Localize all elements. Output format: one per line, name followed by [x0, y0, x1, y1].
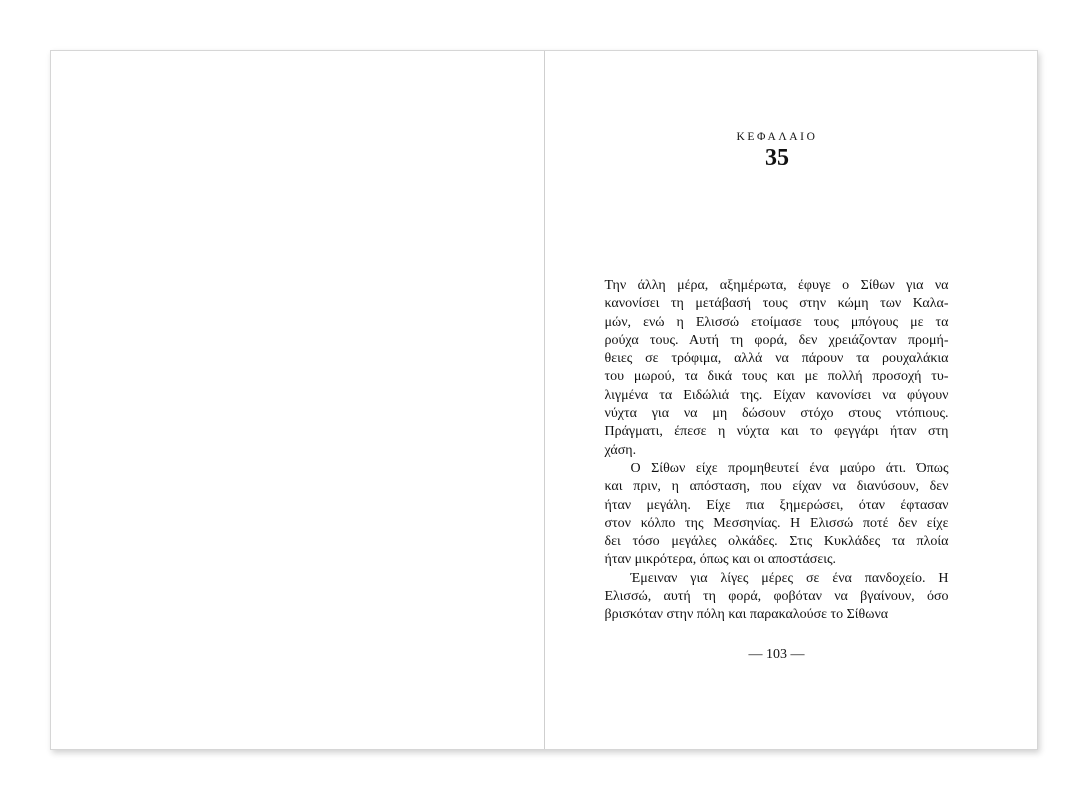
right-page [545, 51, 1038, 749]
text-line: και πριν, η απόσταση, που είχαν να διανύσουν, δεν [604, 479, 949, 495]
chapter-label: ΚΕΦΑΛΑΙΟ [736, 131, 818, 143]
text-line: κανονίσει τη μετάβασή τους στην κώμη των Καλα- [604, 296, 949, 312]
paragraph-3 [605, 570, 949, 625]
text-line: Έμειναν για λίγες μέρες σε ένα πανδοχείο. Η [630, 570, 949, 586]
text-line: του μωρού, τα δικά τους και με πολλή προσοχή τυ- [604, 369, 949, 385]
text-line: στον κόλπο της Μεσσηνίας. Η Ελισσώ ποτέ δεν είχε [604, 515, 949, 531]
text-line: Ο Σίθων είχε προμηθευτεί ένα μαύρο άτι. Όπως [630, 460, 949, 476]
chapter-number: 35 [765, 145, 789, 171]
text-line: βρισκόταν στην πόλη και παρακαλούσε το Σίθωνα [604, 607, 889, 623]
text-line: Πράγματι, έπεσε η νύχτα και το φεγγάρι ήταν στη [604, 424, 949, 440]
text-line: ρούχα τους. Αυτή τη φορά, δεν χρειάζονταν προμή- [604, 332, 949, 348]
left-page [51, 51, 545, 749]
text-line: δει τόσο μεγάλες ολκάδες. Στις Κυκλάδες τα πλοία [604, 534, 949, 550]
text-line: ήταν μικρότερα, όπως και οι αποστάσεις. [604, 552, 837, 568]
chapter-body [605, 277, 949, 625]
page-number: — 103 — [748, 647, 805, 662]
paragraph-1 [605, 277, 949, 460]
paragraph-2 [605, 460, 949, 570]
text-line: ήταν μεγάλη. Είχε πια ξημερώσει, όταν έφτασαν [604, 497, 949, 513]
text-line: λιγμένα τα Ειδώλιά της. Είχαν κανονίσει να φύγουν [604, 387, 949, 403]
text-line: Την άλλη μέρα, αξημέρωτα, έφυγε ο Σίθων για να [604, 278, 949, 293]
text-line: μών, ενώ η Ελισσώ ετοίμασε τους μπόγους με τα [604, 314, 949, 330]
text-line: χάση. [604, 442, 637, 458]
text-line: Ελισσώ, αυτή τη φορά, φοβόταν να βγαίνουν, όσο [604, 589, 949, 605]
book-spread [50, 50, 1038, 750]
text-line: θειες σε τρόφιμα, αλλά να πάρουν τα ρουχαλάκια [604, 351, 949, 367]
text-line: νύχτα για να μη δώσουν στόχο στους ντόπιους. [604, 406, 949, 422]
